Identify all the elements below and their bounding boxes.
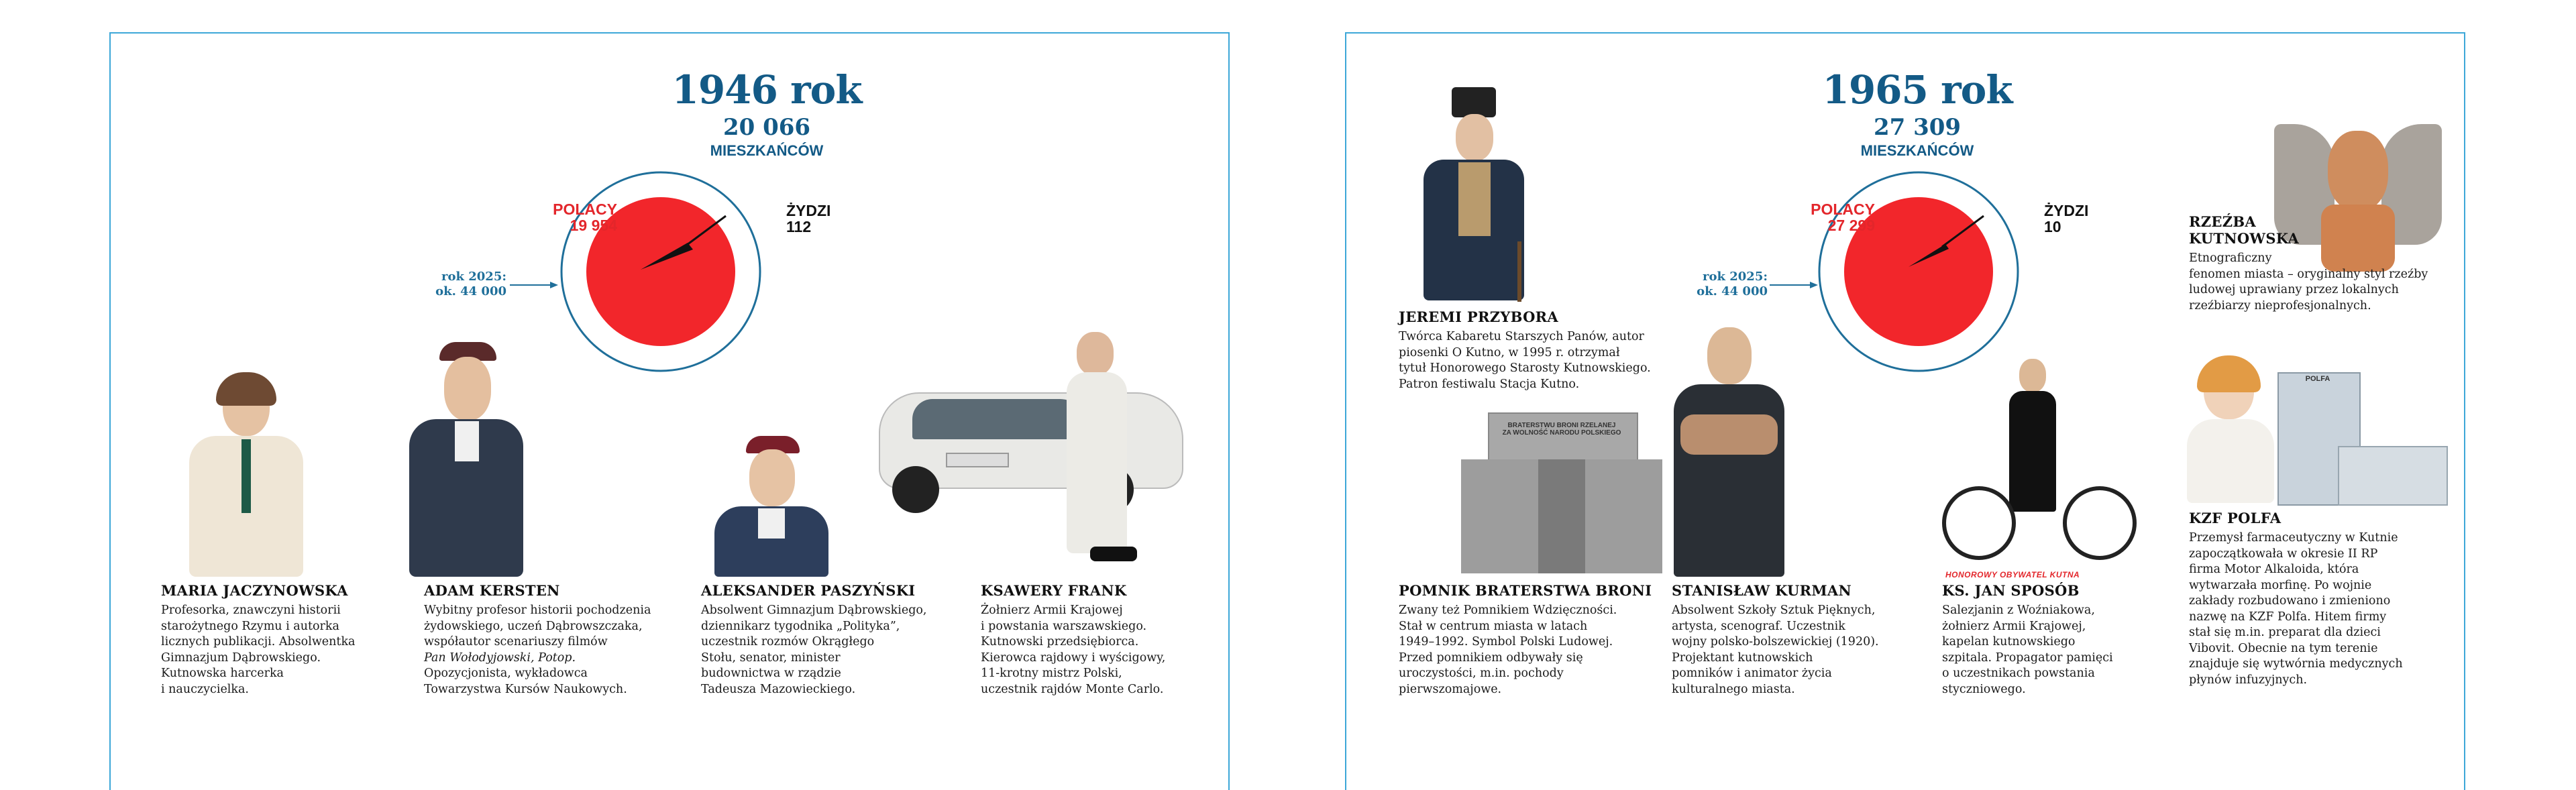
jeremi-przybora-photo bbox=[1417, 87, 1531, 302]
building-sign: POLFA bbox=[2305, 375, 2330, 383]
person-name: KS. JAN SPOSÓB bbox=[1942, 582, 2080, 599]
entry-ksawery-frank bbox=[981, 582, 1209, 697]
right-poles-label: POLACY 27 299 bbox=[1811, 201, 1875, 234]
kzf-polfa-photo bbox=[2184, 359, 2445, 503]
right-current-arrow bbox=[1770, 280, 1818, 290]
item-description: Zwany też Pomnikiem Wdzięczności. Stał w centrum miasta w latach 1949–1992. Symbol Polski Ludowej. Przed pomnikiem odbywały się uroczystości, m.in. pochody pierwszomajowe. bbox=[1399, 604, 1617, 696]
maria-jaczynowska-photo bbox=[182, 376, 310, 577]
right-population-circle bbox=[1808, 161, 2029, 382]
entry-kzf-polfa bbox=[2189, 510, 2444, 688]
right-population-unit: MIESZKAŃCÓW bbox=[1860, 142, 1974, 159]
person-description: Profesorka, znawczyni historii starożytnego Rzymu i autorka licznych publikacji. Absolwentka Gimnazjum Dąbrowskiego. Kutnowska harcerka i nauczycielka. bbox=[161, 604, 356, 696]
ks-jan-sposob-photo bbox=[1942, 359, 2143, 573]
left-population-unit: MIESZKAŃCÓW bbox=[710, 142, 824, 159]
left-poles-label: POLACY 19 954 bbox=[553, 201, 617, 234]
person-description: Żołnierz Armii Krajowej i powstania warszawskiego. Kutnowski przedsiębiorca. Kierowca rajdowy i wyścigowy, 11-krotny mistrz Polski, uczestnik rajdów Monte Carlo. bbox=[981, 604, 1166, 696]
entry-pomnik-braterstwa-broni bbox=[1399, 582, 1654, 697]
entry-maria-jaczynowska bbox=[161, 582, 382, 697]
right-jews-label: ŻYDZI 10 bbox=[2044, 202, 2089, 235]
item-description: Przemysł farmaceutyczny w Kutnie zapoczątkowała w okresie II RP firma Motor Alkaloida, która wytwarzała morfinę. Po wojnie zakłady rozbudowano i zmieniono nazwę na KZF Polfa. Hitem firmy stał się m.in. preparat dla dzieci Vibovit. Obecnie na tym terenie znajduje się wytwórnia medycznych płynów infuzyjnych. bbox=[2189, 531, 2403, 687]
item-name: KZF POLFA bbox=[2189, 510, 2282, 526]
left-current-pop-label: rok 2025: ok. 44 000 bbox=[435, 270, 506, 298]
left-population-circle bbox=[550, 161, 771, 382]
item-name: POMNIK BRATERSTWA BRONI bbox=[1399, 582, 1652, 599]
person-name: KSAWERY FRANK bbox=[981, 582, 1127, 599]
entry-ks-jan-sposob bbox=[1942, 582, 2163, 697]
person-description: Salezjanin z Woźniakowa, żołnierz Armii Krajowej, kapelan kutnowskiego szpitala. Propagator pamięci o uczestnikach powstania styczniowego. bbox=[1942, 604, 2113, 696]
ksawery-frank-car-photo bbox=[865, 332, 1201, 580]
entry-aleksander-paszynski bbox=[701, 582, 943, 697]
person-name: JEREMI PRZYBORA bbox=[1399, 308, 1559, 325]
person-description: Wybitny profesor historii pochodzenia żydowskiego, uczeń Dąbrowszczaka, współautor scenariuszy filmów Pan Wołodyjowski, Potop. Opozycjonista, wykładowca Towarzystwa Kursów Naukowych. bbox=[424, 604, 651, 696]
person-name: STANISŁAW KURMAN bbox=[1672, 582, 1851, 599]
right-current-pop-label: rok 2025: ok. 44 000 bbox=[1697, 270, 1768, 298]
item-description: Etnograficzny fenomen miasta – oryginalny styl rzeźby ludowej uprawiany przez lokalnych rzeźbiarzy nieprofesjonalnych. bbox=[2189, 251, 2428, 313]
person-name: MARIA JACZYNOWSKA bbox=[161, 582, 348, 599]
right-population: 27 309 bbox=[1873, 114, 1962, 141]
left-jews-label: ŻYDZI 112 bbox=[786, 202, 831, 235]
person-name: ADAM KERSTEN bbox=[424, 582, 560, 599]
entry-rzezba-kutnowska bbox=[2189, 213, 2430, 314]
monument-inscription: BRATERSTWU BRONI RZELANEJ ZA WOLNOŚĆ NARODU POLSKIEGO bbox=[1502, 422, 1621, 437]
left-year-title: 1946 rok bbox=[672, 67, 862, 113]
entry-stanislaw-kurman bbox=[1672, 582, 1927, 697]
person-description: Twórca Kabaretu Starszych Panów, autor piosenki O Kutno, w 1995 r. otrzymał tytuł Honorowego Starosty Kutnowskiego. Patron festiwalu Stacja Kutno. bbox=[1399, 330, 1651, 391]
person-description: Absolwent Gimnazjum Dąbrowskiego, dziennikarz tygodnika „Polityka”, uczestnik rozmów Okrągłego Stołu, senator, minister budownictwa w rządzie Tadeusza Mazowieckiego. bbox=[701, 604, 927, 696]
item-name: RZEŹBA KUTNOWSKA bbox=[2189, 213, 2300, 247]
pomnik-braterstwa-broni-photo bbox=[1461, 412, 1662, 573]
person-description: Absolwent Szkoły Sztuk Pięknych, artysta, scenograf. Uczestnik wojny polsko-bolszewickiej (1920). Projektant kutnowskich pomników i animator życia kulturalnego miasta. bbox=[1672, 604, 1879, 696]
left-current-arrow bbox=[510, 280, 558, 290]
entry-jeremi-przybora bbox=[1399, 308, 1707, 392]
aleksander-paszynski-photo bbox=[704, 436, 832, 577]
entry-adam-kersten bbox=[424, 582, 672, 697]
adam-kersten-photo bbox=[402, 342, 530, 577]
person-name: ALEKSANDER PASZYŃSKI bbox=[701, 582, 916, 599]
right-year-title: 1965 rok bbox=[1822, 67, 2012, 113]
left-population: 20 066 bbox=[722, 114, 811, 141]
honor-citizen-badge: HONOROWY OBYWATEL KUTNA bbox=[1945, 570, 2080, 579]
